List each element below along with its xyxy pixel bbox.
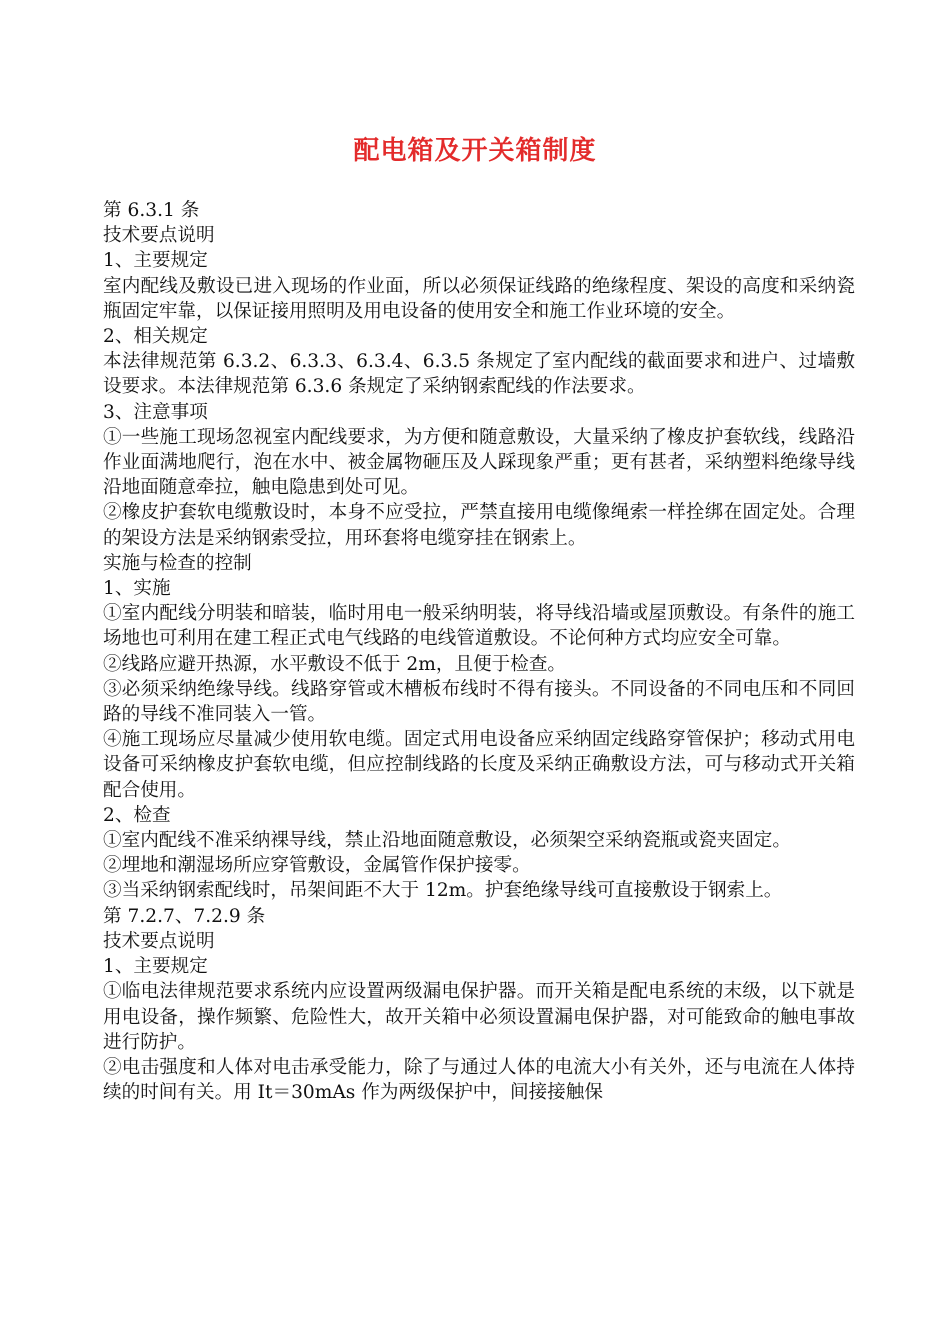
paragraph: ②埋地和潮湿场所应穿管敷设，金属管作保护接零。 bbox=[103, 855, 531, 877]
paragraph: ②电击强度和人体对电击承受能力，除了与通过人体的电流大小有关外，还与电流在人体持续的时间有关。用 It＝30mAs 作为两级保护中，间接接触保 bbox=[103, 1056, 855, 1104]
paragraph: ③当采纳钢索配线时，吊架间距不大于 12m。护套绝缘导线可直接敷设于钢索上。 bbox=[103, 880, 783, 902]
paragraph: ①一些施工现场忽视室内配线要求，为方便和随意敷设，大量采纳了橡皮护套软线，线路沿作业面满地爬行，泡在水中、被金属物砸压及人踩现象严重；更有甚者，采纳塑料绝缘导线沿地面随意牵拉，触电隐患到处可见。 bbox=[103, 426, 855, 499]
paragraph: 技术要点说明 bbox=[103, 930, 215, 952]
paragraph: 第 7.2.7、7.2.9 条 bbox=[103, 905, 266, 927]
paragraph: 2、检查 bbox=[103, 804, 171, 826]
paragraph: 1、主要规定 bbox=[103, 956, 208, 978]
paragraph: 2、相关规定 bbox=[103, 326, 208, 348]
paragraph: ③必须采纳绝缘导线。线路穿管或木槽板布线时不得有接头。不同设备的不同电压和不同回路的导线不准同装入一管。 bbox=[103, 678, 855, 726]
paragraph: ②线路应避开热源，水平敷设不低于 2m，且便于检查。 bbox=[103, 653, 567, 675]
paragraph: 第 6.3.1 条 bbox=[103, 200, 200, 221]
paragraph: 3、注意事项 bbox=[103, 401, 208, 423]
paragraph: 室内配线及敷设已进入现场的作业面，所以必须保证线路的绝缘程度、架设的高度和采纳瓷瓶固定牢靠，以保证接用照明及用电设备的使用安全和施工作业环境的安全。 bbox=[103, 275, 855, 322]
paragraph: 技术要点说明 bbox=[103, 225, 215, 247]
paragraph: ①室内配线不准采纳裸导线，禁止沿地面随意敷设，必须架空采纳瓷瓶或瓷夹固定。 bbox=[103, 830, 791, 852]
document-body bbox=[103, 198, 855, 1105]
paragraph: ①室内配线分明装和暗装，临时用电一般采纳明装，将导线沿墙或屋顶敷设。有条件的施工场地也可利用在建工程正式电气线路的电线管道敷设。不论何种方式均应安全可靠。 bbox=[103, 603, 855, 650]
paragraph: 本法律规范第 6.3.2、6.3.3、6.3.4、6.3.5 条规定了室内配线的截面要求和进户、过墙敷设要求。本法律规范第 6.3.6 条规定了采纳钢索配线的作法要求。 bbox=[103, 351, 855, 398]
document-title: 配电箱及开关箱制度 bbox=[353, 136, 597, 166]
paragraph: 1、主要规定 bbox=[103, 250, 208, 272]
paragraph: ①临电法律规范要求系统内应设置两级漏电保护器。而开关箱是配电系统的末级，以下就是用电设备，操作频繁、危险性大，故开关箱中必须设置漏电保护器，对可能致命的触电事故进行防护。 bbox=[103, 981, 855, 1053]
paragraph: 实施与检查的控制 bbox=[103, 552, 252, 574]
paragraph: ②橡皮护套软电缆敷设时，本身不应受拉，严禁直接用电缆像绳索一样拴绑在固定处。合理的架设方法是采纳钢索受拉，用环套将电缆穿挂在钢索上。 bbox=[103, 502, 855, 549]
paragraph: 1、实施 bbox=[103, 578, 171, 600]
paragraph: ④施工现场应尽量减少使用软电缆。固定式用电设备应采纳固定线路穿管保护；移动式用电设备可采纳橡皮护套软电缆，但应控制线路的长度及采纳正确敷设方法，可与移动式开关箱配合使用。 bbox=[103, 729, 855, 801]
